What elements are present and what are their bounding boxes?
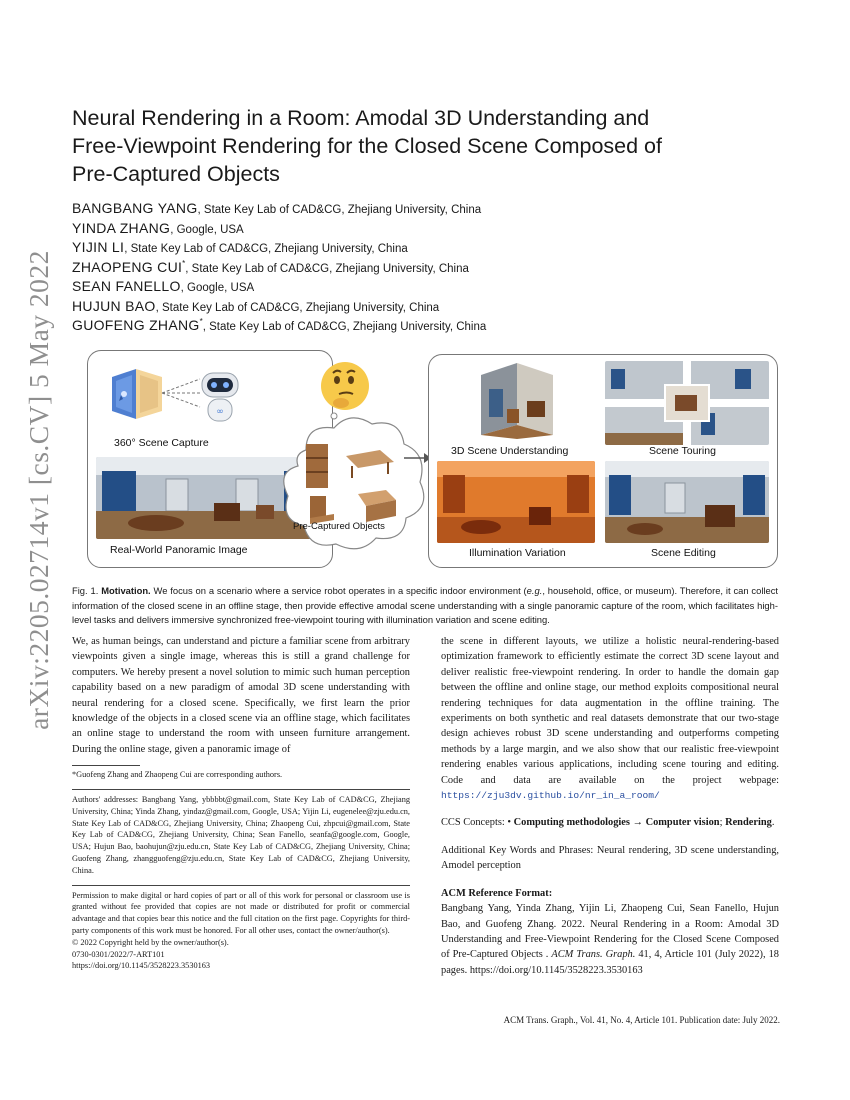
author-affiliation: , State Key Lab of CAD&CG, Zhejiang University, China xyxy=(197,204,482,216)
title-line: Neural Rendering in a Room: Amodal 3D Understanding and xyxy=(72,106,650,130)
author-entry xyxy=(72,220,772,240)
copyright: © 2022 Copyright held by the owner/author(s). xyxy=(72,937,229,947)
panorama-cube-icon xyxy=(106,365,168,427)
abstract-part-1: We, as human beings, can understand and picture a familiar scene from arbitrary viewpoints given a single image, whereas this is still a grand challenge for computers. We hereby present a novel solution to mimic such human perception capability based on a new paradigm of amodal 3D scene understanding with neural rendering for a closed scene. Specifically, we first learn the prior knowledge of the objects in a closed scene via an offline stage, which facilitates an online stage to understand the room with unseen furniture arrangement. During the online stage, given a panoramic image of xyxy=(72,636,410,755)
author-entry xyxy=(72,239,772,259)
author-addresses: Authors' addresses: Bangbang Yang, ybbbbt@gmail.com, State Key Lab of CAD&CG, Zhejiang University, China; Yinda Zhang, yindaz@gmail.com, Google, USA; Yijin Li, eugenelee@zju.edu.cn, State Key Lab of CAD&CG, Zhejiang University, China; Zhaopeng Cui, zhpcui@gmail.com, State Key Lab of CAD&CG, Zhejiang University, China; Sean Fanello, seanfa@google.com, Google, USA; Hujun Bao, baohujun@zju.edu.cn, State Key Lab of CAD&CG, Zhejiang University, China; Guofeng Zhang, zhangguofeng@zju.edu.cn, State Key Lab of CAD&CG, Zhejiang University, China. xyxy=(72,795,410,875)
author-name: BANGBANG YANG xyxy=(72,200,198,216)
divider xyxy=(72,789,410,790)
svg-text:∞: ∞ xyxy=(216,407,224,417)
author-affiliation: , Google, USA xyxy=(170,223,244,236)
author-entry xyxy=(72,278,772,298)
arxiv-identifier: arXiv:2205.02714v1 [cs.CV] 5 May 2022 xyxy=(23,250,54,730)
keywords: Additional Key Words and Phrases: Neural rendering, 3D scene understanding, Amodel perception xyxy=(441,844,779,872)
author-name: SEAN FANELLO xyxy=(72,278,181,294)
caption-bold: Motivation. xyxy=(101,585,151,596)
abstract-part-2: the scene in different layouts, we utilize a holistic neural-rendering-based optimization framework to efficiently estimate the correct 3D scene layout and deliver realistic free-viewpoint rendering. In order to handle the domain gap between the offline and online stage, our method exploits compositional neural rendering techniques for data augmentation in the offline training. The experiments on both synthetic and real datasets demonstrate that our two-stage design achieves robust 3D scene understanding and outperforms competing methods by a large margin, and we also show that our realistic free-viewpoint rendering enables various applications, including scene touring and editing. Code and data are available on the project webpage: https://zju3dv.github.io/nr_in_a_room/ xyxy=(441,636,779,802)
thought-cloud xyxy=(276,410,432,558)
reference-heading: ACM Reference Format: xyxy=(441,887,553,899)
author-entry xyxy=(72,298,772,318)
divider xyxy=(72,885,410,886)
author-entry: GUOFENG ZHANG*, State Key Lab of CAD&CG, Zhejiang University, China xyxy=(72,317,487,333)
title-line: Free-Viewpoint Rendering for the Closed Scene Composed of xyxy=(72,134,662,158)
label-illumination: Illumination Variation xyxy=(469,547,566,559)
page-footer: ACM Trans. Graph., Vol. 41, No. 4, Article 101. Publication date: July 2022. xyxy=(503,1015,780,1025)
ccs-concepts: CCS Concepts: • Computing methodologies → Computer vision; Rendering. xyxy=(441,817,775,829)
illumination-variation-image xyxy=(437,461,595,543)
footnote-divider xyxy=(72,765,140,766)
author-name: GUOFENG ZHANG xyxy=(72,317,200,333)
scene-understanding-image xyxy=(477,361,557,439)
issn: 0730-0301/2022/7-ART101 xyxy=(72,949,165,959)
author-affiliation: , State Key Lab of CAD&CG, Zhejiang University, China xyxy=(155,301,440,314)
title-line: Pre-Captured Objects xyxy=(72,162,280,186)
right-column xyxy=(441,634,779,978)
author-name: YIJIN LI xyxy=(72,239,125,255)
arxiv-stamp xyxy=(23,250,54,730)
label-panoramic-image: Real-World Panoramic Image xyxy=(110,544,248,556)
corresponding-footnote: *Guofeng Zhang and Zhaopeng Cui are corresponding authors. xyxy=(72,770,283,780)
paper-title xyxy=(72,104,772,188)
author-name: ZHAOPENG CUI xyxy=(72,258,183,275)
author-name: HUJUN BAO xyxy=(72,297,156,314)
figure-caption: Fig. 1. Motivation. We focus on a scenario where a service robot operates in a specific indoor environment (e.g., household, office, or museum). Therefore, it can collect information of the closed scene in an offline stage, then provide effective amodal scene understanding with a single panoramic capture of the room, which facilitates high-level tasks and delivers immersive synchronized free-viewpoint touring with illumination variation and scene editing. xyxy=(72,585,778,625)
label-pre-captured: Pre-Captured Objects xyxy=(293,521,385,532)
project-url-link[interactable]: https://zju3dv.github.io/nr_in_a_room/ xyxy=(441,790,660,802)
author-entry xyxy=(72,200,772,220)
thinking-face-icon xyxy=(317,358,373,414)
author-entry: ZHAOPENG CUI*, State Key Lab of CAD&CG, Zhejiang University, China xyxy=(72,258,469,275)
caption-prefix: Fig. 1. xyxy=(72,585,99,596)
shelf-icon xyxy=(306,444,328,488)
label-scene-understanding: 3D Scene Understanding xyxy=(451,445,569,457)
author-affiliation: , State Key Lab of CAD&CG, Zhejiang University, China xyxy=(202,321,487,333)
permission-notice: Permission to make digital or hard copies of part or all of this work for personal or classroom use is granted without fee provided that copies are not made or distributed for profit or commercial advantage and that copies bear this notice and the full citation on the first page. Copyrights for third-party components of this work must be honored. For all other uses, contact the owner/author(s). xyxy=(72,890,410,936)
left-column xyxy=(72,634,410,972)
author-affiliation: , State Key Lab of CAD&CG, Zhejiang University, China xyxy=(124,243,408,255)
author-list xyxy=(72,200,772,337)
reference-format: Bangbang Yang, Yinda Zhang, Yijin Li, Zhaopeng Cui, Sean Fanello, Hujun Bao, and Guofeng Zhang. 2022. Neural Rendering in a Room: Amodal 3D Understanding and Free-Viewpoint Rendering for the Closed Scene Composed of Pre-Captured Objects . ACM Trans. Graph. 41, 4, Article 101 (July 2022), 18 pages. https://doi.org/10.1145/3528223.3530163 xyxy=(441,903,779,976)
label-scene-capture: 360° Scene Capture xyxy=(114,437,209,449)
scene-touring-image xyxy=(605,361,769,445)
robot-icon xyxy=(198,369,242,425)
scene-editing-image xyxy=(605,461,769,543)
author-affiliation: , Google, USA xyxy=(180,282,255,294)
label-scene-touring: Scene Touring xyxy=(649,445,716,457)
author-affiliation: , State Key Lab of CAD&CG, Zhejiang University, China xyxy=(185,262,469,275)
figure-1 xyxy=(72,350,778,572)
doi-link[interactable]: https://doi.org/10.1145/3528223.3530163 xyxy=(72,961,211,971)
label-scene-editing: Scene Editing xyxy=(651,547,716,559)
author-name: YINDA ZHANG xyxy=(72,219,171,236)
applications-panel xyxy=(428,354,778,568)
